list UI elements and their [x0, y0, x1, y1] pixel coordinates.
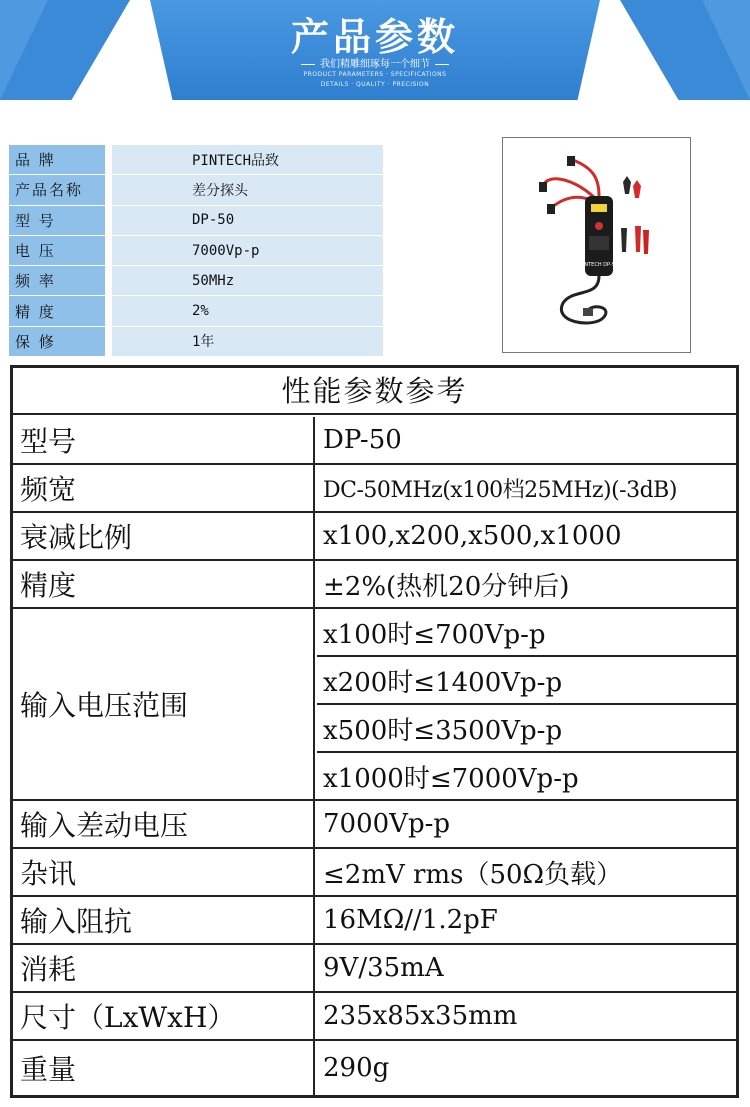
red-alligator-clip: [633, 180, 641, 198]
red-hook-clip-2: [643, 230, 649, 254]
subtitle-dash-right: [435, 64, 449, 65]
spec-key: 电 压: [9, 235, 106, 265]
perf-key: 消耗: [13, 945, 315, 991]
spec-value: 7000Vp-p: [112, 235, 384, 265]
perf-value: DC-50MHz(x100档25MHz)(-3dB): [323, 477, 677, 503]
spec-value: 1年: [112, 326, 384, 356]
perf-subvalue: x1000时≤7000Vp-p: [323, 763, 579, 794]
perf-value: DP-50: [323, 425, 402, 455]
perf-row-attenuation: [13, 513, 736, 561]
banner-fine-text-1: PRODUCT PARAMETERS · SPECIFICATIONS: [303, 71, 447, 78]
perf-row-weight: [13, 1041, 736, 1095]
perf-row-bandwidth: [13, 465, 736, 513]
perf-key: 输入电压范围: [13, 609, 315, 799]
perf-key: 重量: [13, 1041, 315, 1095]
red-lead: [543, 179, 595, 198]
perf-key: 杂讯: [13, 849, 315, 895]
probe-switch-panel: [589, 236, 609, 250]
perf-key: 精度: [13, 561, 315, 607]
probe-label: [591, 204, 607, 212]
black-hook-clip: [621, 228, 627, 252]
spec-key: 型 号: [9, 205, 106, 235]
perf-value: 7000Vp-p: [323, 809, 451, 839]
spec-value: 差分探头: [112, 175, 384, 205]
spec-row-brand: [9, 145, 384, 175]
perf-row-differential-voltage: [13, 801, 736, 849]
perf-key: 衰减比例: [13, 513, 315, 559]
spec-row-frequency: [9, 266, 384, 296]
spec-key: 频 率: [9, 266, 106, 296]
perf-row-input-impedance: [13, 897, 736, 945]
perf-value: ≤2mV rms（50Ω负载）: [323, 859, 623, 890]
spec-key: 保 修: [9, 326, 106, 356]
spec-table: [8, 144, 384, 357]
perf-row-accuracy: [13, 561, 736, 609]
perf-value: 9V/35mA: [323, 953, 444, 983]
page-title: 产品参数: [290, 15, 459, 59]
spec-key: 品 牌: [9, 145, 106, 175]
perf-value: ±2%(热机20分钟后): [323, 571, 570, 602]
perf-row-model: [13, 417, 736, 465]
subtitle-dash-left: [301, 64, 315, 65]
perf-key: 尺寸（LxWxH）: [13, 993, 315, 1039]
banner-fine-text-2: DETAILS · QUALITY · PRECISION: [320, 81, 430, 88]
subtitle-text: 我们精雕细琢每一个细节: [320, 59, 430, 70]
perf-row-input-voltage-range: [13, 609, 736, 801]
perf-value: x100,x200,x500,x1000: [323, 521, 622, 551]
differential-probe-illustration: [503, 138, 690, 352]
lead-plug-3: [567, 156, 575, 166]
performance-table: [10, 365, 739, 1098]
spec-value: 50MHz: [112, 266, 384, 296]
spec-row-accuracy: [9, 296, 384, 326]
perf-subvalue: x500时≤3500Vp-p: [317, 705, 736, 753]
perf-key: 输入差动电压: [13, 801, 315, 847]
spec-row-product-name: [9, 175, 384, 205]
perf-value: 290g: [323, 1053, 390, 1083]
spec-row-warranty: [9, 326, 384, 356]
perf-row-dimensions: [13, 993, 736, 1041]
spec-value: DP-50: [112, 205, 384, 235]
perf-row-consumption: [13, 945, 736, 993]
red-hook-clip: [635, 226, 641, 252]
perf-key: 输入阻抗: [13, 897, 315, 943]
perf-subvalue: x200时≤1400Vp-p: [317, 657, 736, 705]
black-alligator-clip: [623, 176, 631, 194]
spec-key: 精 度: [9, 296, 106, 326]
perf-row-noise: [13, 849, 736, 897]
probe-led: [595, 222, 603, 230]
perf-subvalue: x100时≤700Vp-p: [317, 609, 736, 657]
page-subtitle: [0, 55, 750, 70]
perf-value: 235x85x35mm: [323, 1001, 518, 1031]
spec-value: 2%: [112, 296, 384, 326]
lead-plug-2: [547, 204, 555, 214]
performance-table-title: 性能参数参考: [13, 368, 736, 415]
product-photo: [502, 137, 691, 353]
spec-value: PINTECH品致: [112, 145, 384, 175]
perf-key: 型号: [13, 417, 315, 463]
bnc-connector: [583, 308, 593, 316]
spec-row-voltage: [9, 235, 384, 265]
perf-key: 频宽: [13, 465, 315, 511]
perf-value: 16MΩ//1.2pF: [323, 905, 498, 935]
spec-row-model: [9, 205, 384, 235]
spec-key: 产品名称: [9, 175, 106, 205]
lead-plug: [539, 182, 547, 192]
header-banner: [0, 0, 750, 100]
probe-brand-text: PINTECH DP-50: [579, 262, 619, 268]
